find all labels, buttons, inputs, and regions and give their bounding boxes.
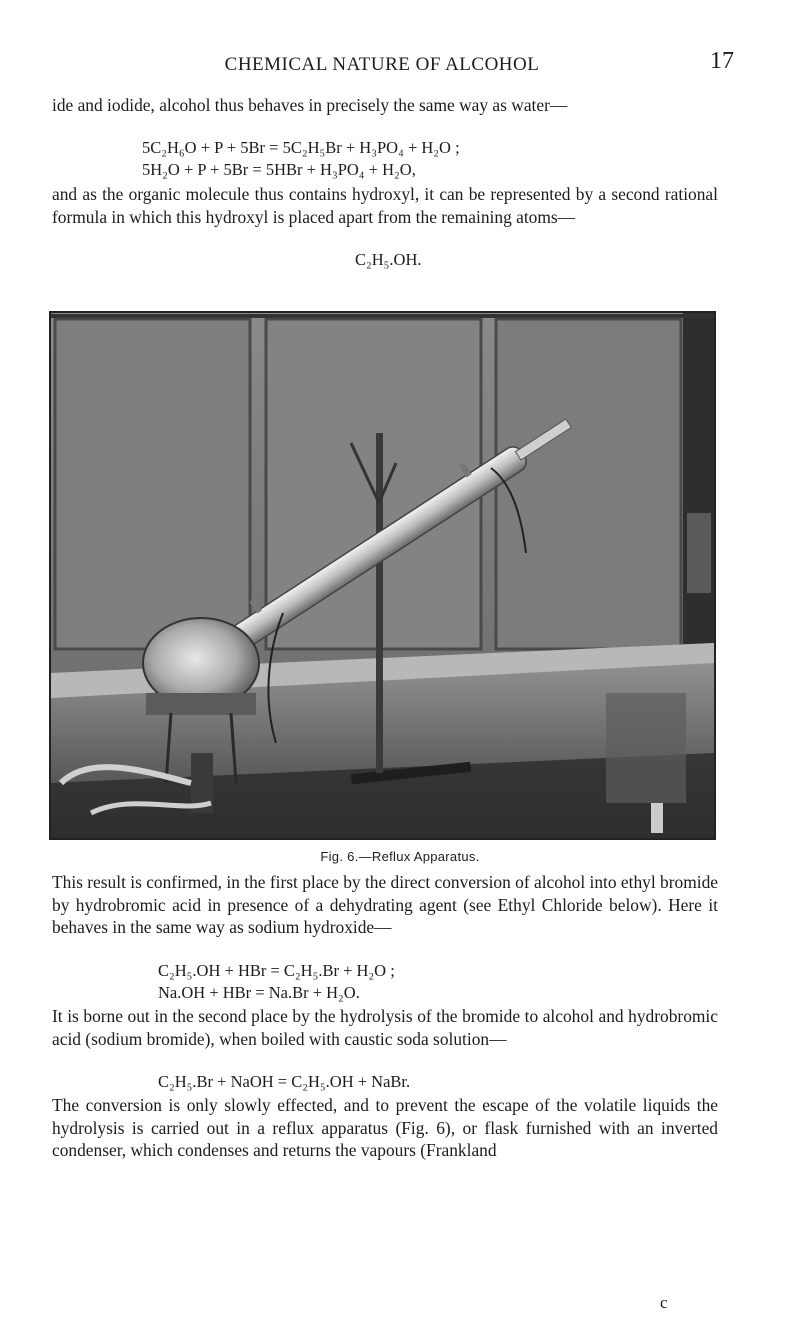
equation-alcohol-hbr: C₂H₅.OH + HBr = C₂H₅.Br + H₂O ; bbox=[158, 961, 395, 980]
running-title: CHEMICAL NATURE OF ALCOHOL bbox=[224, 54, 540, 75]
reflux-apparatus-photo bbox=[49, 311, 716, 840]
figure-caption: Fig. 6.—Reflux Apparatus. bbox=[320, 849, 480, 864]
paragraph-hydrolysis: It is borne out in the second place by the hydrolysis of the bromide to alcohol and hydrobromic acid (sodium bromide), when boiled with caustic soda solution— bbox=[52, 1006, 718, 1049]
signature-mark: c bbox=[660, 1293, 668, 1312]
paragraph-conversion: This result is confirmed, in the first place by the direct conversion of alcohol into ethyl bromide by hydrobromic acid in presence of a dehydrating agent (see Ethyl Chloride below). Here it behaves in the same way as sodium hydroxide— bbox=[52, 872, 718, 937]
paragraph-reflux: The conversion is only slowly effected, and to prevent the escape of the volatile liquids the hydrolysis is carried out in a reflux apparatus (Fig. 6), or flask furnished with an inverted condenser, which condenses and returns the vapours (Frankland bbox=[52, 1095, 718, 1160]
equation-bromide-hydrolysis: C₂H₅.Br + NaOH = C₂H₅.OH + NaBr. bbox=[158, 1072, 411, 1091]
equation-ethyl-hydroxyl: C₂H₅.OH. bbox=[355, 250, 422, 269]
equation-water-bromination: 5H₂O + P + 5Br = 5HBr + H₃PO₄ + H₂O, bbox=[142, 160, 416, 179]
paragraph-hydroxyl: and as the organic molecule thus contains hydroxyl, it can be represented by a second rational formula in which this hydroxyl is placed apart from the remaining atoms— bbox=[52, 184, 718, 227]
equation-alcohol-bromination: 5C₂H₆O + P + 5Br = 5C₂H₅Br + H₃PO₄ + H₂O ; bbox=[142, 138, 460, 157]
paragraph-intro: ide and iodide, alcohol thus behaves in precisely the same way as water— bbox=[52, 95, 568, 115]
running-head bbox=[52, 48, 734, 82]
reflux-apparatus-illustration bbox=[51, 313, 714, 838]
equation-soda-hbr: Na.OH + HBr = Na.Br + H₂O. bbox=[158, 983, 360, 1002]
page-number: 17 bbox=[710, 48, 734, 74]
